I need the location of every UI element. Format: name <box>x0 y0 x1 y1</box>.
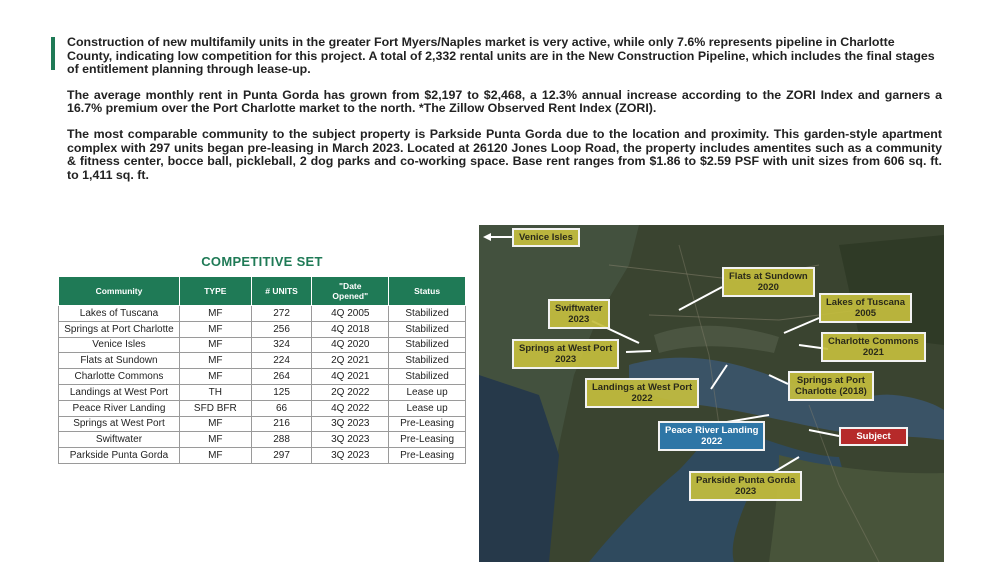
map-label-springs-at-port-charlotte <box>788 371 874 401</box>
cell-community: Charlotte Commons <box>59 369 180 385</box>
cell-units: 288 <box>251 432 312 448</box>
paragraph-pipeline: Construction of new multifamily units in the greater Fort Myers/Naples market is very active, while only 7.6% represents pipeline in Charlotte County, indicating low competition for this project. A total of 2,332 rental units are in the New Construction Pipeline, which includes the final stages of entitlement planning through lease-up. <box>67 35 935 77</box>
charlotte-commons-year: 2021 <box>862 347 884 358</box>
cell-community: Springs at West Port <box>59 416 180 432</box>
cell-community: Venice Isles <box>59 337 180 353</box>
cell-type: TH <box>179 384 251 400</box>
cell-status: Lease up <box>389 384 466 400</box>
cell-date: 4Q 2018 <box>312 321 389 337</box>
springs-at-port-charlotte-line1: Springs at Port <box>796 375 865 386</box>
header-units: # UNITS <box>251 277 312 306</box>
table-row <box>59 432 466 448</box>
header-date-opened <box>312 277 389 306</box>
cell-units: 216 <box>251 416 312 432</box>
cell-status: Pre-Leasing <box>389 416 466 432</box>
swiftwater-year: 2023 <box>568 314 590 325</box>
cell-status: Stabilized <box>389 337 466 353</box>
competitive-set-table <box>58 276 466 464</box>
cell-type: MF <box>179 369 251 385</box>
parkside-punta-gorda-name: Parkside Punta Gorda <box>696 475 796 486</box>
cell-date: 3Q 2023 <box>312 448 389 464</box>
cell-community: Swiftwater <box>59 432 180 448</box>
cell-status: Lease up <box>389 400 466 416</box>
accent-bar <box>51 37 55 70</box>
table-row <box>59 306 466 322</box>
table-row <box>59 416 466 432</box>
cell-community: Parkside Punta Gorda <box>59 448 180 464</box>
header-type: TYPE <box>179 277 251 306</box>
table-row <box>59 400 466 416</box>
cell-status: Stabilized <box>389 353 466 369</box>
intro-text <box>67 36 942 194</box>
map-label-charlotte-commons <box>821 332 926 362</box>
cell-status: Pre-Leasing <box>389 432 466 448</box>
map-label-subject <box>839 427 908 446</box>
cell-date: 4Q 2022 <box>312 400 389 416</box>
cell-community: Landings at West Port <box>59 384 180 400</box>
table-row <box>59 337 466 353</box>
paragraph-comparable: The most comparable community to the subject property is Parkside Punta Gorda due to the location and proximity. This garden-style apartment complex with 297 units began pre-leasing in March 2023. Located at 26120 Jones Loop Road, the property includes amentites such as a community & fitness center, bocce ball, pickleball, 2 dog parks and co-working space. Base rent ranges from $1.86 to $2.59 PSF with unit sizes from 606 sq. ft. to 1,411 sq. ft. <box>67 126 942 182</box>
cell-type: MF <box>179 448 251 464</box>
cell-date: 4Q 2020 <box>312 337 389 353</box>
cell-status: Stabilized <box>389 369 466 385</box>
map-label-landings-at-west-port <box>585 378 699 408</box>
springs-at-west-port-name: Springs at West Port <box>519 343 613 354</box>
landings-at-west-port-year: 2022 <box>631 393 653 404</box>
charlotte-commons-name: Charlotte Commons <box>828 336 919 347</box>
table-row <box>59 448 466 464</box>
map-terrain <box>479 225 944 562</box>
map-label-peace-river-landing <box>658 421 765 451</box>
cell-units: 256 <box>251 321 312 337</box>
cell-type: MF <box>179 321 251 337</box>
cell-date: 2Q 2022 <box>312 384 389 400</box>
table-row <box>59 321 466 337</box>
flats-at-sundown-year: 2020 <box>757 282 779 293</box>
cell-type: MF <box>179 306 251 322</box>
swiftwater-name: Swiftwater <box>555 303 603 314</box>
cell-date: 2Q 2021 <box>312 353 389 369</box>
cell-units: 324 <box>251 337 312 353</box>
cell-community: Springs at Port Charlotte <box>59 321 180 337</box>
map-label-springs-at-west-port <box>512 339 619 369</box>
cell-status: Stabilized <box>389 306 466 322</box>
table-row <box>59 369 466 385</box>
cell-date: 4Q 2005 <box>312 306 389 322</box>
table-row <box>59 353 466 369</box>
parkside-punta-gorda-year: 2023 <box>735 486 757 497</box>
map-label-flats-at-sundown <box>722 267 815 297</box>
cell-units: 272 <box>251 306 312 322</box>
header-status: Status <box>389 277 466 306</box>
cell-community: Peace River Landing <box>59 400 180 416</box>
table-row <box>59 384 466 400</box>
lakes-of-tuscana-year: 2005 <box>854 308 877 319</box>
cell-units: 66 <box>251 400 312 416</box>
map-label-parkside-punta-gorda <box>689 471 802 501</box>
subject-name: Subject <box>856 431 891 442</box>
header-community: Community <box>59 277 180 306</box>
cell-community: Flats at Sundown <box>59 353 180 369</box>
cell-date: 3Q 2023 <box>312 416 389 432</box>
map-label-lakes-of-tuscana <box>819 293 912 323</box>
cell-type: SFD BFR <box>179 400 251 416</box>
competitive-set-title: COMPETITIVE SET <box>201 254 323 269</box>
cell-type: MF <box>179 432 251 448</box>
aerial-map <box>479 225 944 562</box>
cell-type: MF <box>179 353 251 369</box>
cell-community: Lakes of Tuscana <box>59 306 180 322</box>
springs-at-port-charlotte-line2: Charlotte (2018) <box>795 386 867 397</box>
venice-isles-name: Venice Isles <box>519 232 573 243</box>
cell-type: MF <box>179 416 251 432</box>
springs-at-west-port-year: 2023 <box>555 354 577 365</box>
cell-type: MF <box>179 337 251 353</box>
cell-units: 125 <box>251 384 312 400</box>
header-date-opened-label: "Date Opened" <box>332 281 369 301</box>
cell-date: 4Q 2021 <box>312 369 389 385</box>
landings-at-west-port-name: Landings at West Port <box>592 382 693 393</box>
cell-units: 264 <box>251 369 312 385</box>
cell-units: 297 <box>251 448 312 464</box>
cell-date: 3Q 2023 <box>312 432 389 448</box>
cell-units: 224 <box>251 353 312 369</box>
cell-status: Stabilized <box>389 321 466 337</box>
lakes-of-tuscana-name: Lakes of Tuscana <box>826 297 906 308</box>
paragraph-rent-growth: The average monthly rent in Punta Gorda has grown from $2,197 to $2,468, a 12.3% annual increase according to the ZORI Index and garners a 16.7% premium over the Port Charlotte market to the north. *The Zillow Observed Rent Index (ZORI). <box>67 87 942 116</box>
peace-river-landing-year: 2022 <box>701 436 723 447</box>
flats-at-sundown-name: Flats at Sundown <box>729 271 808 282</box>
map-label-swiftwater <box>548 299 610 329</box>
map-label-venice-isles <box>512 228 580 247</box>
peace-river-landing-name: Peace River Landing <box>665 425 759 436</box>
table-header-row <box>59 277 466 306</box>
cell-status: Pre-Leasing <box>389 448 466 464</box>
